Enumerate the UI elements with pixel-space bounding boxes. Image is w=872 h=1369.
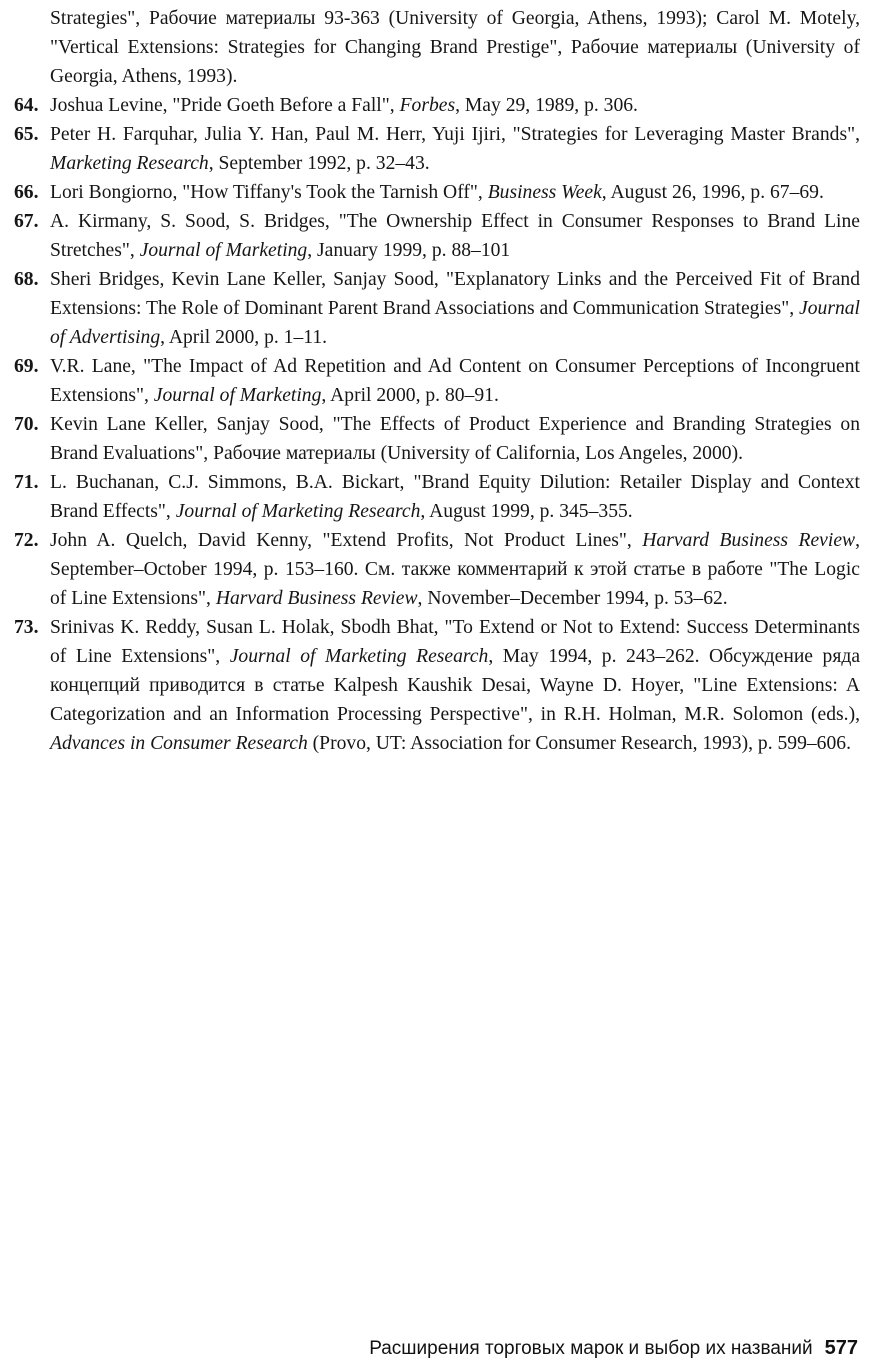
reference-item bbox=[14, 207, 860, 265]
publication-title: Journal of Marketing Research bbox=[175, 501, 421, 522]
reference-text-segment: Joshua Levine, "Pride Goeth Before a Fall", bbox=[50, 95, 400, 116]
publication-title: Marketing Research bbox=[50, 153, 209, 174]
publication-title: Advances in Consumer Research bbox=[50, 733, 308, 754]
publication-title: Harvard Business Review bbox=[642, 530, 856, 551]
reference-number: 71. bbox=[14, 472, 39, 493]
reference-text bbox=[50, 178, 860, 207]
reference-list bbox=[14, 4, 860, 758]
reference-number: 72. bbox=[14, 530, 39, 551]
reference-number: 68. bbox=[14, 269, 39, 290]
publication-title: Forbes bbox=[399, 95, 456, 116]
reference-text bbox=[50, 468, 860, 526]
reference-text-segment: Strategies", Рабочие материалы 93-363 (University of Georgia, Athens, 1993); Carol M. Motely, "Vertical Extensions: Strategies for Changing Brand Prestige", Рабочие материалы (University of Georgia, Athens, 1993). bbox=[50, 8, 860, 87]
page-number: 577 bbox=[824, 1337, 858, 1359]
running-title: Расширения торговых марок и выбор их названий bbox=[369, 1338, 813, 1359]
publication-title: Journal of Marketing bbox=[153, 385, 322, 406]
reference-text-segment: , May 29, 1989, p. 306. bbox=[455, 95, 638, 116]
reference-item bbox=[14, 468, 860, 526]
publication-title: Journal of Advertising bbox=[50, 298, 860, 348]
reference-item bbox=[14, 265, 860, 352]
reference-text-segment: , August 26, 1996, p. 67–69. bbox=[601, 182, 824, 203]
reference-number: 65. bbox=[14, 124, 39, 145]
reference-number: 69. bbox=[14, 356, 39, 377]
reference-continued bbox=[14, 4, 860, 91]
reference-text bbox=[50, 91, 860, 120]
page-footer bbox=[369, 1336, 858, 1361]
reference-item bbox=[14, 178, 860, 207]
reference-text bbox=[50, 4, 860, 91]
publication-title: Journal of Marketing bbox=[139, 240, 308, 261]
reference-number: 70. bbox=[14, 414, 39, 435]
reference-number: 66. bbox=[14, 182, 39, 203]
reference-number: 64. bbox=[14, 95, 39, 116]
reference-text-segment: Peter H. Farquhar, Julia Y. Han, Paul M. Herr, Yuji Ijiri, "Strategies for Leveraging Master Brands", bbox=[50, 124, 860, 145]
reference-item bbox=[14, 526, 860, 613]
reference-number: 67. bbox=[14, 211, 39, 232]
publication-title: Journal of Marketing Research bbox=[229, 646, 489, 667]
reference-item bbox=[14, 91, 860, 120]
reference-text-segment: , August 1999, p. 345–355. bbox=[420, 501, 633, 522]
reference-text bbox=[50, 613, 860, 758]
reference-text bbox=[50, 120, 860, 178]
reference-text bbox=[50, 410, 860, 468]
reference-item bbox=[14, 120, 860, 178]
reference-text-segment: V.R. Lane, "The Impact of Ad Repetition and Ad Content on Consumer Perceptions of Incongruent Extensions", bbox=[50, 356, 860, 406]
reference-text-segment: Srinivas K. Reddy, Susan L. Holak, Sbodh Bhat, "To Extend or Not to Extend: Success Determinants of Line Extensions", bbox=[50, 617, 860, 667]
publication-title: Harvard Business Review bbox=[215, 588, 418, 609]
reference-text-segment: , April 2000, p. 1–11. bbox=[160, 327, 328, 348]
reference-text-segment: Sheri Bridges, Kevin Lane Keller, Sanjay Sood, "Explanatory Links and the Perceived Fit of Brand Extensions: The Role of Dominant Parent Brand Associations and Communication Strategies", bbox=[50, 269, 860, 319]
reference-text-segment: , September 1992, p. 32–43. bbox=[208, 153, 430, 174]
publication-title: Business Week bbox=[487, 182, 602, 203]
reference-text-segment: , September–October 1994, p. 153–160. См. также комментарий к этой статье в работе "The Logic of Line Extensions", bbox=[50, 530, 860, 609]
reference-text-segment: , April 2000, p. 80–91. bbox=[321, 385, 499, 406]
reference-text-segment: , November–December 1994, p. 53–62. bbox=[417, 588, 728, 609]
reference-text-segment: L. Buchanan, C.J. Simmons, B.A. Bickart, "Brand Equity Dilution: Retailer Display and Context Brand Effects", bbox=[50, 472, 860, 522]
reference-text-segment: , May 1994, p. 243–262. Обсуждение ряда концепций приводится в статье Kalpesh Kaushik Desai, Wayne D. Hoyer, "Line Extensions: A Categorization and an Information Processing Perspective", in R.H. Holman, M.R. Solomon (eds.), bbox=[50, 646, 861, 725]
reference-text-segment: Lori Bongiorno, "How Tiffany's Took the Tarnish Off", bbox=[50, 182, 488, 203]
reference-text-segment: (Provo, UT: Association for Consumer Research, 1993), p. 599–606. bbox=[307, 733, 851, 754]
reference-text-segment: Kevin Lane Keller, Sanjay Sood, "The Effects of Product Experience and Branding Strategies on Brand Evaluations", Рабочие материалы (University of California, Los Angeles, 2000). bbox=[50, 414, 860, 464]
reference-item bbox=[14, 613, 860, 758]
reference-text-segment: John A. Quelch, David Kenny, "Extend Profits, Not Product Lines", bbox=[50, 530, 643, 551]
reference-item bbox=[14, 352, 860, 410]
reference-text-segment: , January 1999, p. 88–101 bbox=[307, 240, 511, 261]
reference-item bbox=[14, 410, 860, 468]
reference-text bbox=[50, 526, 860, 613]
reference-text bbox=[50, 352, 860, 410]
reference-text-segment: A. Kirmany, S. Sood, S. Bridges, "The Ownership Effect in Consumer Responses to Brand Line Stretches", bbox=[50, 211, 860, 261]
reference-number: 73. bbox=[14, 617, 39, 638]
reference-text bbox=[50, 207, 860, 265]
reference-text bbox=[50, 265, 860, 352]
